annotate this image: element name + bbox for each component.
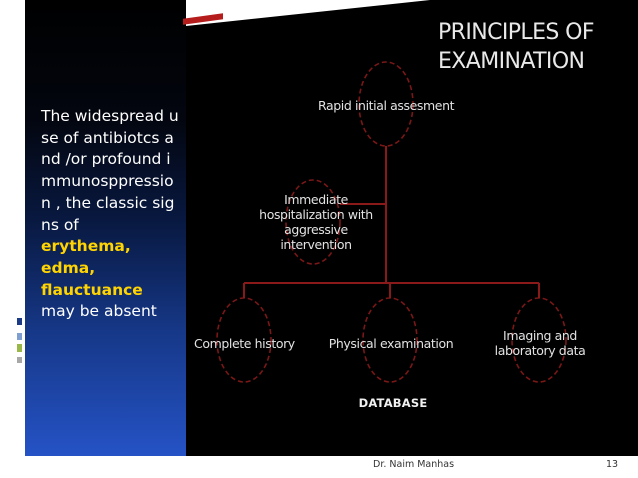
node-physical-text: Physical examination	[328, 336, 454, 351]
body-text	[41, 106, 183, 323]
decor-square-lightblue	[17, 333, 22, 340]
flowchart	[186, 0, 638, 456]
node-hospital-line-4: intervention	[280, 237, 352, 252]
page-number: 13	[606, 459, 619, 470]
node-imaging-line-1: Imaging and	[503, 328, 577, 343]
node-hospitalization	[258, 192, 374, 252]
highlight-erythema: erythema,	[41, 237, 131, 256]
left-margin	[0, 0, 11, 478]
body-text-end: may be absent	[41, 302, 157, 321]
highlight-fluctuance: flauctuance	[41, 280, 143, 299]
title-line-1: PRINCIPLES OF	[438, 20, 594, 45]
node-physical-examination	[328, 336, 454, 351]
title-line-2: EXAMINATION	[438, 49, 585, 74]
node-complete-history	[194, 336, 294, 351]
decor-square-navy	[17, 318, 22, 325]
node-hospital-line-1: Immediate	[284, 192, 348, 207]
database-label: DATABASE	[358, 396, 428, 410]
node-rapid-text: Rapid initial assesment	[318, 98, 455, 113]
node-history-text: Complete history	[194, 336, 295, 351]
highlight-edema: edma,	[41, 258, 96, 277]
node-imaging-lab	[489, 328, 591, 358]
node-hospital-line-3: aggressive	[284, 222, 348, 237]
decor-square-green	[17, 344, 22, 352]
node-hospital-line-2: hospitalization with	[259, 207, 373, 222]
body-text-intro: The widespread use of antibiotcs and /or profound immunosppression , the classic signs of	[41, 107, 179, 234]
footer-author: Dr. Naim Manhas	[373, 459, 455, 470]
node-rapid-assessment	[318, 98, 454, 113]
node-imaging-line-2: laboratory data	[494, 343, 586, 358]
decor-square-gray	[17, 357, 22, 363]
